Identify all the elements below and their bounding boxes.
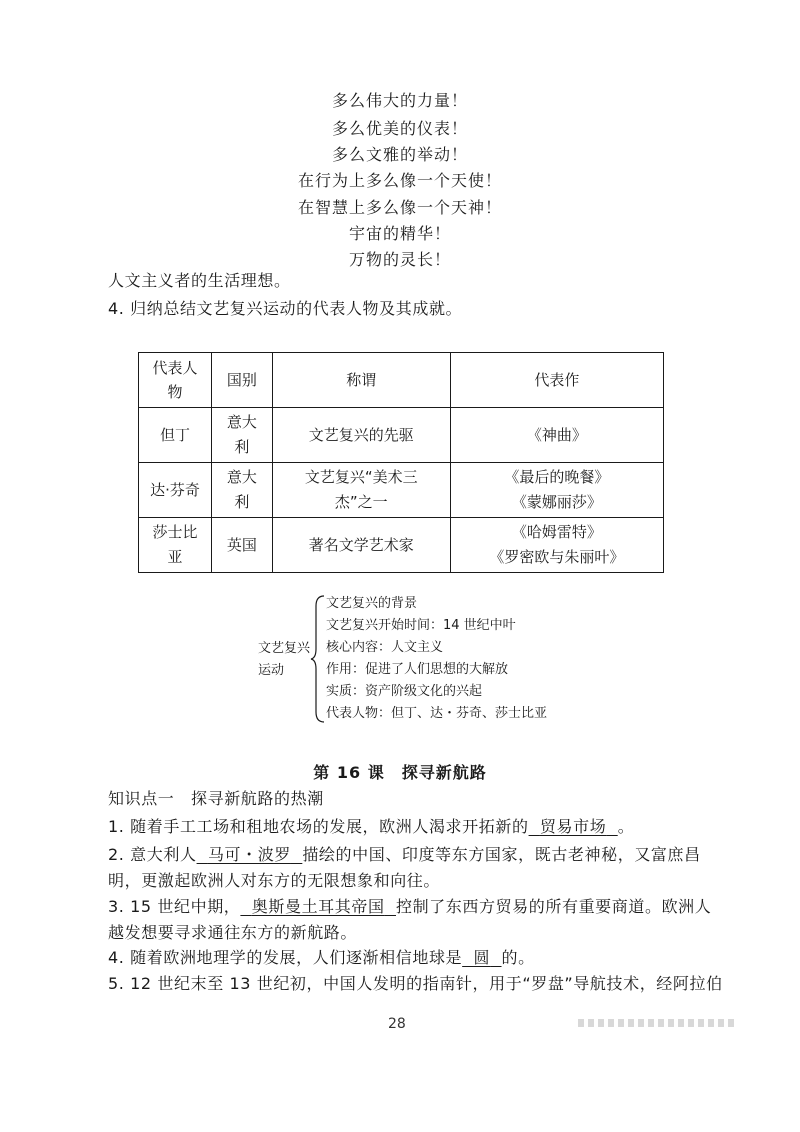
- brace-label: 文艺复兴: [258, 641, 311, 656]
- curly-brace: [310, 594, 326, 724]
- work-title: 《蒙娜丽莎》: [511, 493, 602, 511]
- poem-line: 多么文雅的举动！: [331, 145, 468, 164]
- header-cell: 代表人物: [139, 353, 212, 408]
- work-title: 《最后的晚餐》: [504, 468, 610, 486]
- poem-line: 在智慧上多么像一个天神！: [297, 198, 502, 217]
- paragraph-4: 4. 随着欧洲地理学的发展，人们逐渐相信地球是 圆 的。: [108, 948, 535, 967]
- lesson-title: 第 16 课 探寻新航路: [313, 763, 487, 782]
- brace-item: 核心内容：人文主义: [326, 640, 444, 655]
- answer-blank: 贸易市场: [539, 817, 607, 836]
- cell-country: 意大利: [211, 408, 272, 463]
- cell-title: 文艺复兴的先驱: [272, 408, 450, 463]
- work-title: 《哈姆雷特》: [511, 523, 602, 541]
- paragraph-3: 3. 15 世纪中期， 奥斯曼土耳其帝国 控制了东西方贸易的所有重要商道。欧洲人: [108, 897, 712, 916]
- table-row: [139, 518, 664, 573]
- section-heading: 知识点一 探寻新航路的热潮: [108, 789, 324, 808]
- poem-line: 多么伟大的力量！: [331, 91, 468, 110]
- table-row: [139, 463, 664, 518]
- paragraph-3-cont: 越发想要寻求通往东方的新航路。: [108, 923, 358, 942]
- poem-line: 在行为上多么像一个天使！: [297, 171, 502, 190]
- paragraph-5: 5. 12 世纪末至 13 世纪初，中国人发明的指南针，用于“罗盘”导航技术，经阿拉伯: [108, 974, 723, 993]
- cell-name: 莎士比亚: [139, 518, 212, 573]
- cell-title: 文艺复兴“美术三杰”之一: [272, 463, 450, 518]
- question-4: 4. 归纳总结文艺复兴运动的代表人物及其成就。: [108, 299, 463, 318]
- poem-line: 多么优美的仪表！: [331, 119, 468, 138]
- brace-item: 文艺复兴开始时间：14 世纪中叶: [326, 618, 516, 633]
- page-number: 28: [388, 1016, 406, 1032]
- cell-works: 《神曲》: [450, 408, 663, 463]
- table-row: [139, 408, 664, 463]
- paragraph-1: 1. 随着手工工场和租地农场的发展，欧洲人渴求开拓新的 贸易市场 。: [108, 817, 635, 836]
- answer-blank: 圆: [473, 948, 491, 967]
- poem-line: 万物的灵长！: [348, 250, 451, 269]
- brace-item: 文艺复兴的背景: [326, 596, 418, 611]
- paragraph-2: 2. 意大利人 马可・波罗 描绘的中国、印度等东方国家，既古老神秘，又富庶昌: [108, 845, 701, 864]
- cell-works: [450, 463, 663, 518]
- cell-name: 但丁: [139, 408, 212, 463]
- header-cell: 代表作: [450, 353, 663, 408]
- brace-item: 代表人物：但丁、达・芬奇、莎士比亚: [326, 706, 548, 721]
- poem-conclusion: 人文主义者的生活理想。: [108, 271, 291, 290]
- cell-country: 英国: [211, 518, 272, 573]
- cell-title: 著名文学艺术家: [272, 518, 450, 573]
- poem-line: 宇宙的精华！: [348, 224, 451, 243]
- cell-country: 意大利: [211, 463, 272, 518]
- answer-blank: 奥斯曼土耳其帝国: [251, 897, 385, 916]
- work-title: 《罗密欧与朱丽叶》: [489, 548, 625, 566]
- paragraph-2-cont: 明，更激起欧洲人对东方的无限想象和向往。: [108, 871, 441, 890]
- footer-watermark: [578, 1019, 738, 1027]
- brace-item: 实质：资产阶级文化的兴起: [326, 684, 483, 699]
- cell-name: 达·芬奇: [139, 463, 212, 518]
- cell-works: [450, 518, 663, 573]
- table-header-row: [139, 353, 664, 408]
- answer-blank: 马可・波罗: [207, 845, 291, 864]
- header-cell: 国别: [211, 353, 272, 408]
- brace-item: 作用：促进了人们思想的大解放: [326, 662, 509, 677]
- header-cell: 称谓: [272, 353, 450, 408]
- representative-figures-table: [138, 352, 664, 573]
- brace-label: 运动: [258, 663, 285, 678]
